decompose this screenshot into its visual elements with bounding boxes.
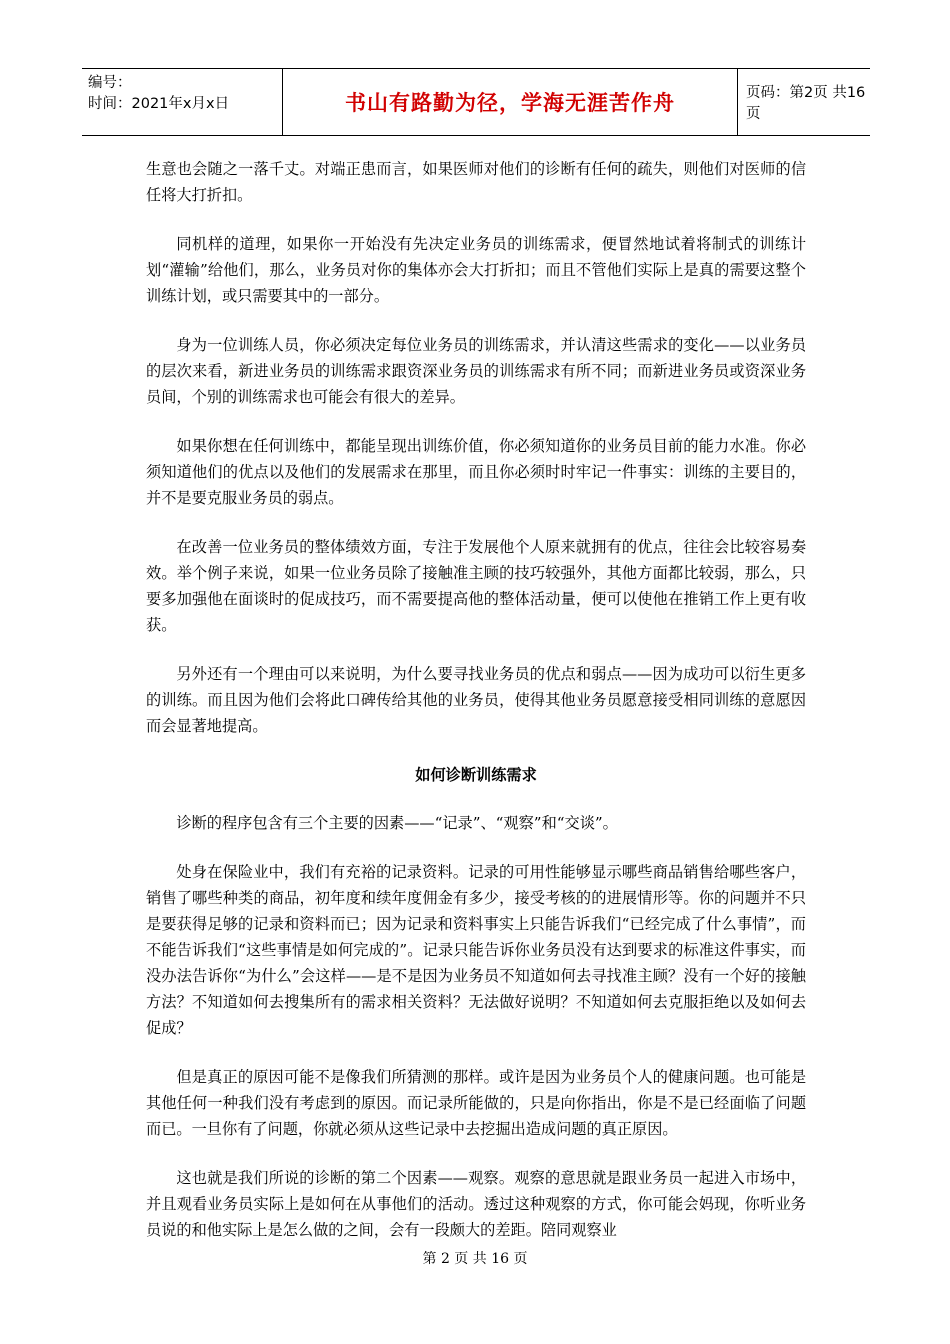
body-paragraph: 诊断的程序包含有三个主要的因素——“记录”、“观察”和“交谈”。 — [176, 814, 618, 832]
body-paragraph: 这也就是我们所说的诊断的第二个因素——观察。观察的意思就是跟业务员一起进入市场中，并且观看业务员实际上是如何在从事他们的活动。透过这种观察的方式，你可能会妈现，你听业务员说的和他实际上是怎么做的之间，会有一段颇大的差距。陪同观察业 — [146, 1169, 806, 1239]
document-time-label: 时间：2021年x月x日 — [88, 96, 230, 112]
document-number-label: 编号： — [88, 75, 132, 91]
body-paragraph: 如果你想在任何训练中，都能呈现出训练价值，你必须知道你的业务员目前的能力水准。你必须知道他们的优点以及他们的发展需求在那里，而且你必须时时牢记一件事实：训练的主要目的，并不是要克服业务员的弱点。 — [146, 437, 806, 507]
body-paragraph: 同机样的道理，如果你一开始没有先决定业务员的训练需求，便冒然地试着将制式的训练计划“灌输”给他们，那么，业务员对你的集体亦会大打折扣；而且不管他们实际上是真的需要这整个训练计划，或只需要其中的一部分。 — [146, 235, 806, 305]
section-title: 如何诊断训练需求 — [415, 766, 537, 784]
body-paragraph: 身为一位训练人员，你必须决定每位业务员的训练需求，并认清这些需求的变化——以业务员的层次来看，新进业务员的训练需求跟资深业务员的训练需求有所不同；而新进业务员或资深业务员间，个别的训练需求也可能会有很大的差异。 — [146, 336, 806, 406]
header-motto: 书山有路勤为径，学海无涯苦作舟 — [345, 91, 675, 115]
body-paragraph: 但是真正的原因可能不是像我们所猜测的那样。或许是因为业务员个人的健康问题。也可能是其他任何一种我们没有考虑到的原因。而记录所能做的，只是向你指出，你是不是已经面临了问题而已。一旦你有了问题，你就必须从这些记录中去挖掘出造成问题的真正原因。 — [146, 1068, 806, 1138]
body-paragraph: 生意也会随之一落千丈。对端正患而言，如果医师对他们的诊断有任何的疏失，则他们对医师的信任将大打折扣。 — [146, 160, 806, 204]
header-page-label: 页码：第2页 共16页 — [746, 85, 866, 122]
page-footer: 第 2 页 共 16 页 — [422, 1251, 528, 1267]
page-header — [82, 68, 870, 136]
header-motto-cell — [282, 69, 738, 135]
header-page-cell — [738, 69, 870, 135]
body-paragraph: 另外还有一个理由可以来说明，为什么要寻找业务员的优点和弱点——因为成功可以衍生更多的训练。而且因为他们会将此口碑传给其他的业务员，使得其他业务员愿意接受相同训练的意愿因而会显著地提高。 — [146, 665, 806, 735]
header-meta — [82, 69, 282, 135]
document-body — [146, 156, 806, 1266]
body-paragraph: 处身在保险业中，我们有充裕的记录资料。记录的可用性能够显示哪些商品销售给哪些客户，销售了哪些种类的商品，初年度和续年度佣金有多少，接受考核的的进展情形等。你的问题并不只是要获得足够的记录和资料而已；因为记录和资料事实上只能告诉我们“已经完成了什么事情”，而不能告诉我们“这些事情是如何完成的”。记录只能告诉你业务员没有达到要求的标准这件事实，而没办法告诉你“为什么”会这样——是不是因为业务员不知道如何去寻找准主顾？没有一个好的接触方法？不知道如何去搜集所有的需求相关资料？无法做好说明？不知道如何去克服拒绝以及如何去促成？ — [146, 863, 806, 1037]
body-paragraph: 在改善一位业务员的整体绩效方面，专注于发展他个人原来就拥有的优点，往往会比较容易奏效。举个例子来说，如果一位业务员除了接触准主顾的技巧较强外，其他方面都比较弱，那么，只要多加强他在面谈时的促成技巧，而不需要提高他的整体活动量，便可以使他在推销工作上更有收获。 — [146, 538, 806, 634]
